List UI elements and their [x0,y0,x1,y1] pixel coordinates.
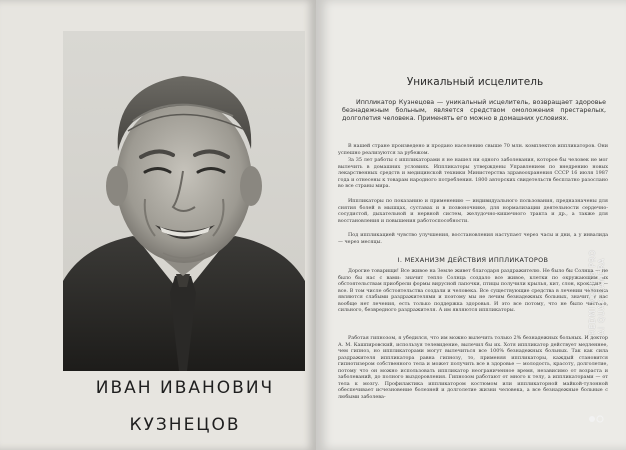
paragraph-effect: Под иппликацией чувство улучшения, восстановления наступает через часы и дни, а у инвалида — через месяцы. [338,232,608,245]
paragraph-hypnosis: Работая гипнозом, я убедился, что им можно вылечить только 2% безнадежных больных. И доктор А. М. Кашпировский, используя телевидение, вылечил бы их. Хотя иппликатор действует медленнее, чем гипноз, но иппликаторами могут вылечиться все 100% безнадежных больных. Так как сила раздражителя иппликатора равна гипнозу, то, применяя иппликаторы, каждый становится гипнотизером собственного тела и может получить все в здоровье — молодость, красоту, долголетие, потому что он можно использовать иппликатор неограниченное время, независимо от возраста и заболеваний, до полного выздоровления. Гипнозом работают от много к телу, а иппликаторами — от тела к мозгу. Профилактика иппликатором костюмом или иппликаторной майкой-тулонной обеспечивает исчезновение болезней и долголетие жизни человека, а все безнадежные больные с любыми заболева- [338,335,608,400]
paragraph-stimulus: Дорогие товарищи! Все живое на Земле живет благодаря раздражителю. Не было бы Солнца — не было бы нас с вами: значит тепло Солнца создало все живое, клетки по окружающим их обстоятельствам приобрели формы вирусной лапочки, птицы получили крылья, кит, слон, крокодил — все. В том числе обстоятельства создали и человека. Все существующие средства в лечении человека являются слабыми раздражителями и поэтому мы не лечим безнадежных больных, значит, у нас вообще нет лечения, есть только поддержка здоровья. И это все потому, что не было чистого, сильного, безвредного раздражителя. А им являются иппликаторы. [338,268,608,314]
portrait-illustration [63,31,305,371]
paragraph-experience: За 35 лет работы с иппликаторами я не нашел ни одного заболевания, которое бы человек не мог вылечить в домашних условиях. Иппликаторы утверждены Управлением по внедрению новых лекарственных средств и медицинской техники Министерства здравоохранения СССР 16 июля 1987 года и отнесены к товарам народного потребления. 1800 авторских свидетельств бесплатно разослано во все страны мира. [338,157,608,190]
camera-dots-icon [588,409,604,428]
watermark-model: REDMI NOTE 8 PRO [588,249,597,335]
section-heading: I. МЕХАНИЗМ ДЕЙСТВИЯ ИППЛИКАТОРОВ [397,256,549,264]
paragraph-sales: В нашей стране произведено и продано населению свыше 70 млн. комплектов иппликаторов. Они успешно реализуются за рубежом. [338,143,608,156]
portrait-photo [63,31,305,371]
paragraph-purpose: Иппликаторы по показанию и применению — индивидуального пользования, предназначены для снятия болей в мышцах, суставах и в позвоночнике, для нормализации деятельности сердечно-сосудистой, дыхательной и нервной систем, желудочно-кишечного тракта и др., а также для восстановления и повышения работоспособности. [338,198,608,224]
camera-watermark [588,249,606,335]
watermark-camera: AI QUAD CAMERA [597,257,606,335]
article-lead: Иппликатор Кузнецова — уникальный исцелитель, возвращает здоровье безнадежным больным, является средством омоложения престарелых, долголетия человека. Применять его можно в домашних условиях. [342,99,606,123]
person-first-names: ИВАН ИВАНОВИЧ [95,378,275,398]
person-surname: КУЗНЕЦОВ [129,415,241,435]
article-title: Уникальный исцелитель [406,76,544,88]
